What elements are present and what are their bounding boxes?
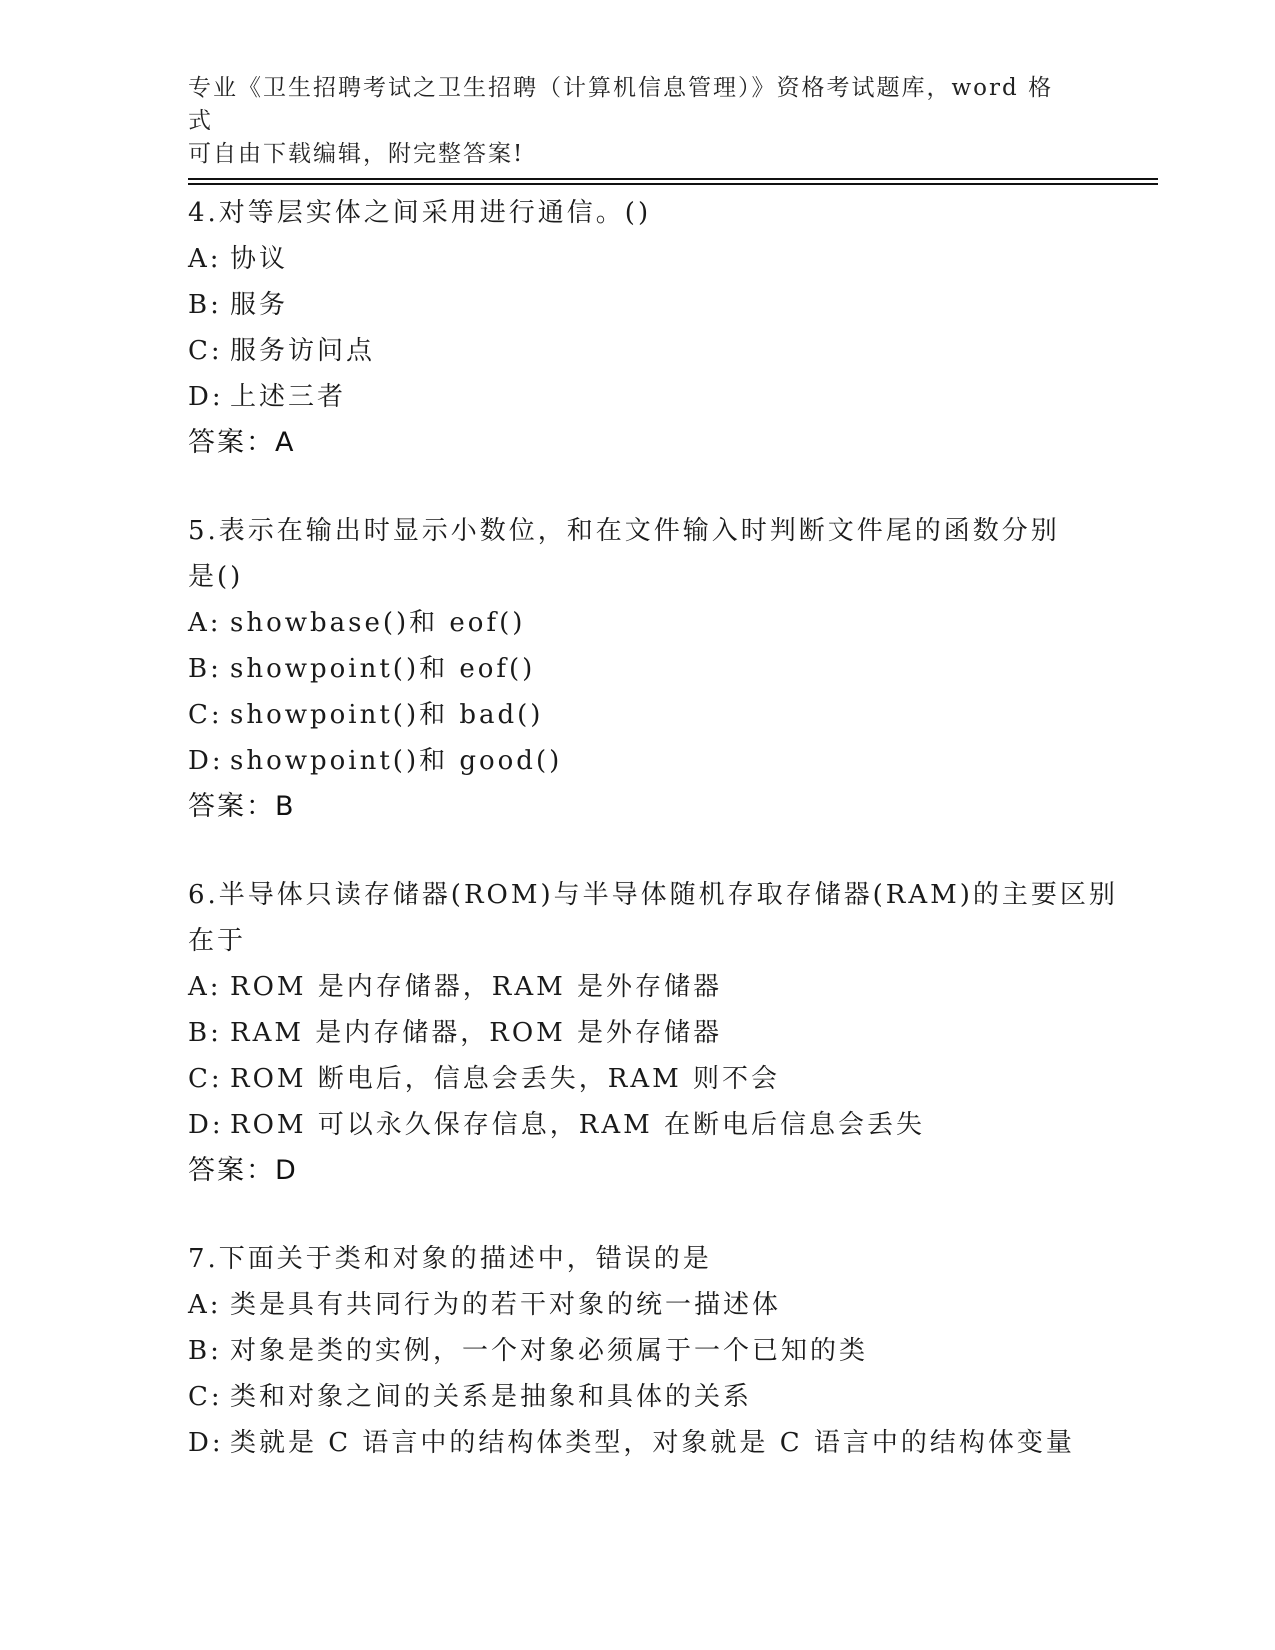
option-a — [188, 236, 1088, 282]
option-text: showpoint()和 bad() — [230, 700, 544, 730]
option-c — [188, 1056, 1088, 1102]
question-text: 6.半导体只读存储器(ROM)与半导体随机存取存储器(RAM)的主要区别 — [188, 880, 1118, 910]
question-item — [188, 508, 1088, 830]
question-list — [188, 190, 1118, 1508]
answer-text: 答案：A — [188, 427, 296, 458]
question-text: 4.对等层实体之间采用进行通信。() — [188, 198, 652, 228]
option-text: ROM 是内存储器，RAM 是外存储器 — [230, 972, 723, 1002]
option-text: 上述三者 — [230, 382, 347, 412]
option-text: ROM 断电后，信息会丢失，RAM 则不会 — [230, 1064, 781, 1094]
answer-text: 答案：B — [188, 791, 296, 822]
option-letter: B: — [188, 290, 222, 320]
header-divider-bottom — [188, 183, 1158, 185]
question-text: 5.表示在输出时显示小数位，和在文件输入时判断文件尾的函数分别 — [188, 516, 1060, 546]
question-text: 7.下面关于类和对象的描述中，错误的是 — [188, 1244, 712, 1274]
option-d — [188, 1420, 1088, 1466]
option-letter: D: — [188, 382, 224, 412]
option-b — [188, 1010, 1088, 1056]
option-letter: B: — [188, 654, 222, 684]
option-c — [188, 1374, 1088, 1420]
option-letter: C: — [188, 336, 223, 366]
option-letter: A: — [188, 1290, 222, 1320]
option-text: 类和对象之间的关系是抽象和具体的关系 — [230, 1382, 753, 1412]
option-letter: A: — [188, 608, 222, 638]
header-line-2: 可自由下载编辑，附完整答案! — [188, 141, 525, 167]
question-text-continued: 是() — [188, 562, 244, 592]
option-text: 服务访问点 — [230, 336, 376, 366]
option-letter: D: — [188, 746, 224, 776]
option-c — [188, 692, 1088, 738]
option-text: RAM 是内存储器，ROM 是外存储器 — [230, 1018, 723, 1048]
option-letter: B: — [188, 1336, 222, 1366]
option-letter: D: — [188, 1428, 224, 1458]
option-letter: C: — [188, 1064, 223, 1094]
option-d — [188, 738, 1088, 784]
question-item — [188, 190, 1088, 466]
option-a — [188, 964, 1088, 1010]
option-a — [188, 1282, 1088, 1328]
option-letter: C: — [188, 1382, 223, 1412]
option-text: 服务 — [230, 290, 289, 320]
option-letter: C: — [188, 700, 223, 730]
header-line-1: 专业《卫生招聘考试之卫生招聘（计算机信息管理）》资格考试题库，word 格式 — [188, 75, 1054, 134]
option-text: showbase()和 eof() — [230, 608, 526, 638]
option-text: ROM 可以永久保存信息，RAM 在断电后信息会丢失 — [230, 1110, 926, 1140]
option-letter: A: — [188, 972, 222, 1002]
document-header — [188, 72, 1068, 171]
option-b — [188, 1328, 1088, 1374]
option-letter: B: — [188, 1018, 222, 1048]
option-a — [188, 600, 1088, 646]
option-text: 类就是 C 语言中的结构体类型，对象就是 C 语言中的结构体变量 — [230, 1428, 1075, 1458]
option-letter: A: — [188, 244, 222, 274]
option-d — [188, 374, 1088, 420]
answer-text: 答案：D — [188, 1155, 298, 1186]
option-text: showpoint()和 eof() — [230, 654, 536, 684]
option-d — [188, 1102, 1088, 1148]
option-b — [188, 282, 1088, 328]
question-text-continued: 在于 — [188, 926, 247, 956]
option-text: 协议 — [230, 244, 289, 274]
option-b — [188, 646, 1088, 692]
option-c — [188, 328, 1088, 374]
header-divider-top — [188, 178, 1158, 180]
option-text: 对象是类的实例，一个对象必须属于一个已知的类 — [230, 1336, 869, 1366]
question-item — [188, 872, 1118, 1194]
question-item — [188, 1236, 1088, 1466]
option-text: 类是具有共同行为的若干对象的统一描述体 — [230, 1290, 782, 1320]
option-letter: D: — [188, 1110, 224, 1140]
option-text: showpoint()和 good() — [230, 746, 563, 776]
